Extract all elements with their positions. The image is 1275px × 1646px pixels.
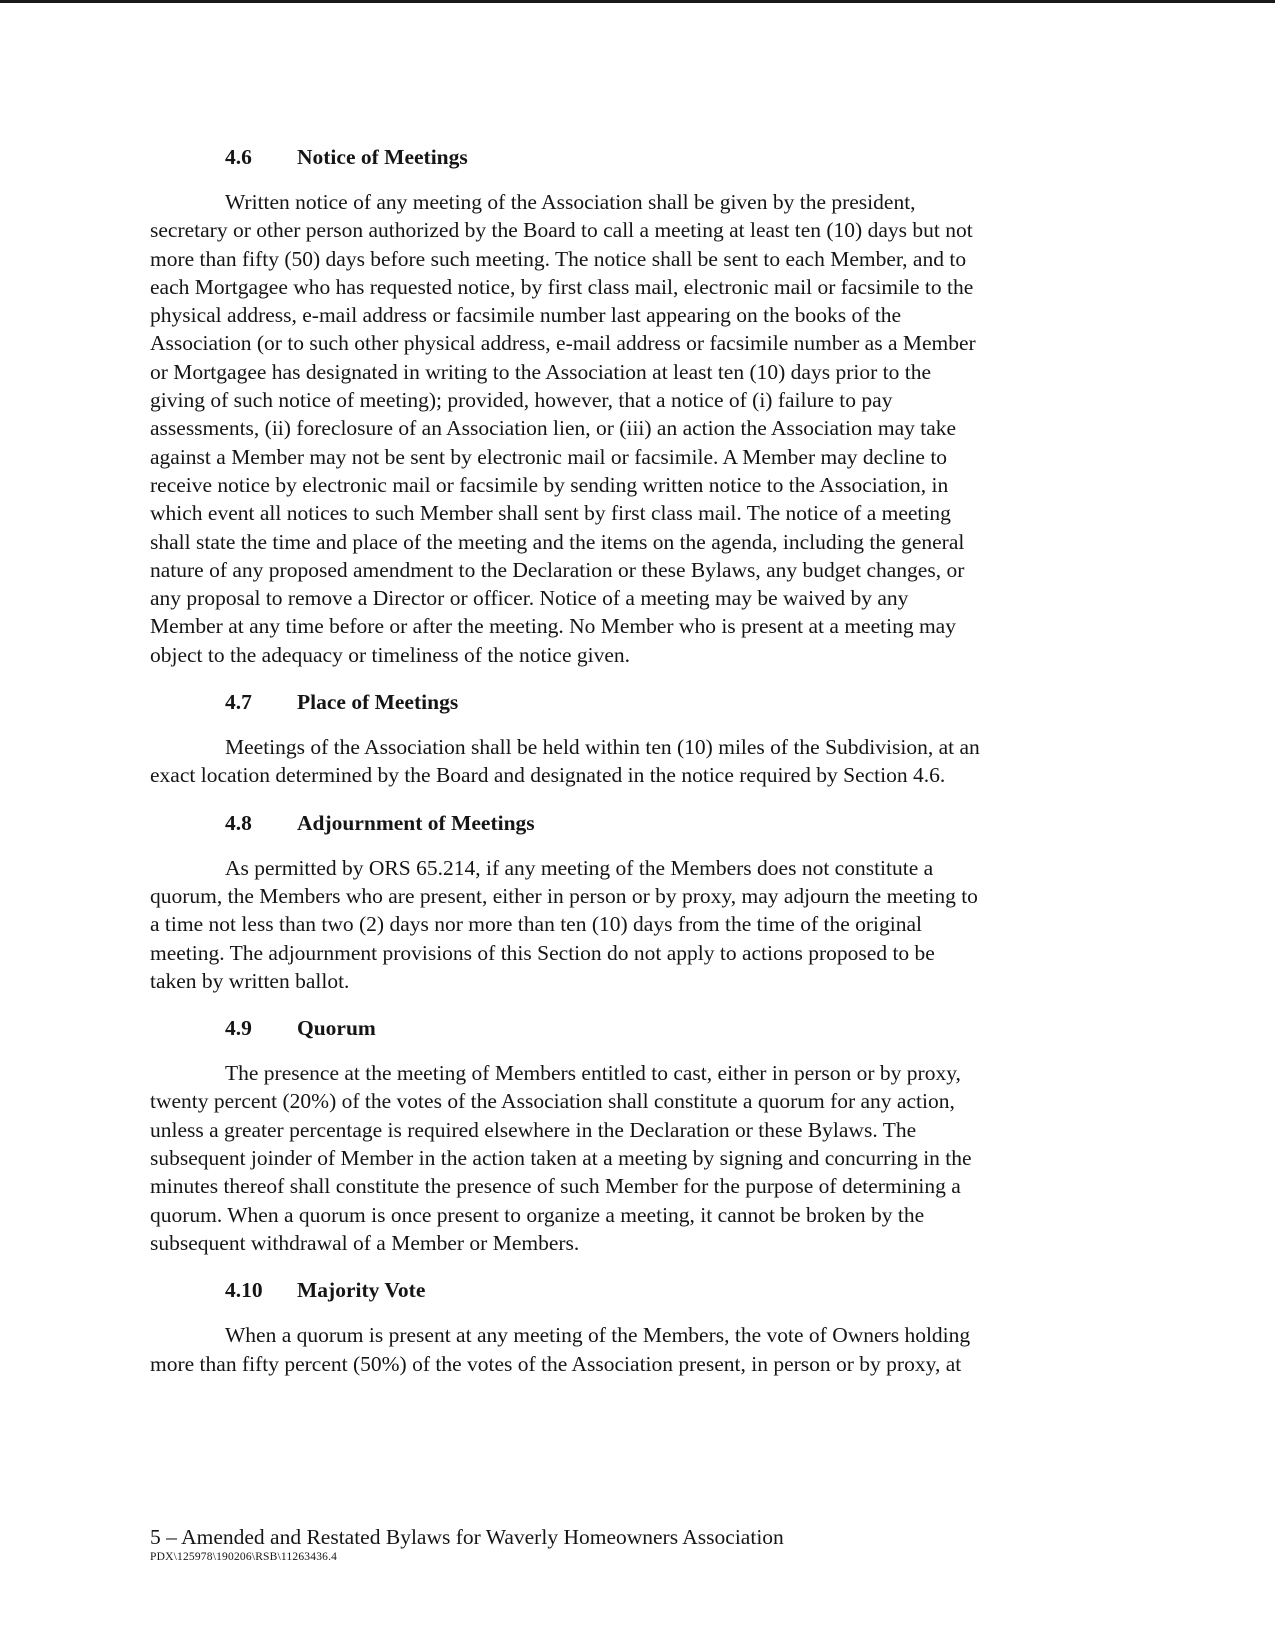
paragraph-line: quorum, the Members who are present, either in person or by proxy, may adjourn the meeting to xyxy=(150,883,978,908)
paragraph-line: any proposal to remove a Director or officer. Notice of a meeting may be waived by any xyxy=(150,586,909,611)
paragraph-line: exact location determined by the Board and designated in the notice required by Section 4.6. xyxy=(150,763,946,788)
paragraph-line: Association (or to such other physical address, e-mail address or facsimile number as a Member xyxy=(150,331,976,356)
paragraph-line: The presence at the meeting of Members entitled to cast, either in person or by proxy, xyxy=(225,1061,961,1086)
section-number: 4.7 xyxy=(225,690,252,715)
paragraph-line: physical address, e-mail address or facsimile number last appearing on the books of the xyxy=(150,303,902,328)
section-paragraph xyxy=(150,1321,1120,1378)
paragraph-line: object to the adequacy or timeliness of the notice given. xyxy=(150,642,631,667)
section-paragraph xyxy=(150,854,1120,995)
paragraph-line: more than fifty percent (50%) of the votes of the Association present, in person or by proxy, at xyxy=(150,1351,962,1376)
section-title: Quorum xyxy=(297,1016,376,1041)
paragraph-line: subsequent withdrawal of a Member or Members. xyxy=(150,1230,580,1255)
section-4-8 xyxy=(150,808,1120,995)
section-title: Notice of Meetings xyxy=(297,145,468,169)
paragraph-line: secretary or other person authorized by the Board to call a meeting at least ten (10) days but not xyxy=(150,218,973,243)
section-heading xyxy=(225,687,1120,717)
paragraph-line: giving of such notice of meeting); provided, however, that a notice of (i) failure to pay xyxy=(150,388,893,413)
paragraph-line: quorum. When a quorum is once present to organize a meeting, it cannot be broken by the xyxy=(150,1202,925,1227)
section-paragraph xyxy=(150,188,1120,669)
section-4-6 xyxy=(150,142,1120,669)
section-4-9 xyxy=(150,1013,1120,1257)
paragraph-line: twenty percent (20%) of the votes of the Association shall constitute a quorum for any action, xyxy=(150,1089,955,1114)
document-page xyxy=(150,142,1120,1396)
paragraph-line: which event all notices to such Member shall sent by first class mail. The notice of a meeting xyxy=(150,501,951,526)
page-footer xyxy=(150,1524,784,1564)
section-heading xyxy=(225,1275,1120,1305)
paragraph-line: nature of any proposed amendment to the Declaration or these Bylaws, any budget changes, or xyxy=(150,557,965,582)
section-title: Adjournment of Meetings xyxy=(297,810,535,835)
paragraph-line: When a quorum is present at any meeting of the Members, the vote of Owners holding xyxy=(225,1323,971,1348)
paragraph-line: or Mortgagee has designated in writing to the Association at least ten (10) days prior to the xyxy=(150,359,931,384)
section-4-10 xyxy=(150,1275,1120,1378)
section-number: 4.6 xyxy=(225,145,252,169)
paragraph-line: each Mortgagee who has requested notice, by first class mail, electronic mail or facsimile to the xyxy=(150,274,974,299)
page-top-border xyxy=(0,0,1275,3)
section-number: 4.10 xyxy=(225,1278,263,1303)
section-heading xyxy=(225,1013,1120,1043)
section-heading xyxy=(225,142,1120,172)
paragraph-line: meeting. The adjournment provisions of this Section do not apply to actions proposed to be xyxy=(150,940,935,965)
paragraph-line: against a Member may not be sent by electronic mail or facsimile. A Member may decline to xyxy=(150,444,948,469)
paragraph-line: minutes thereof shall constitute the presence of such Member for the purpose of determining a xyxy=(150,1174,961,1199)
paragraph-line: unless a greater percentage is required elsewhere in the Declaration or these Bylaws. The xyxy=(150,1117,917,1142)
section-paragraph xyxy=(150,733,1120,790)
section-4-7 xyxy=(150,687,1120,790)
footer-title: 5 – Amended and Restated Bylaws for Waverly Homeowners Association xyxy=(150,1525,784,1549)
paragraph-line: subsequent joinder of Member in the action taken at a meeting by signing and concurring in the xyxy=(150,1146,972,1171)
section-paragraph xyxy=(150,1059,1120,1257)
paragraph-line: taken by written ballot. xyxy=(150,968,350,993)
section-number: 4.8 xyxy=(225,810,252,835)
paragraph-line: Written notice of any meeting of the Association shall be given by the president, xyxy=(225,190,916,214)
section-title: Majority Vote xyxy=(297,1278,426,1303)
paragraph-line: Meetings of the Association shall be held within ten (10) miles of the Subdivision, at an xyxy=(225,735,980,760)
section-heading xyxy=(225,808,1120,838)
paragraph-line: more than fifty (50) days before such meeting. The notice shall be sent to each Member, and to xyxy=(150,246,967,271)
paragraph-line: shall state the time and place of the meeting and the items on the agenda, including the general xyxy=(150,529,965,554)
paragraph-line: assessments, (ii) foreclosure of an Association lien, or (iii) an action the Association may take xyxy=(150,416,957,441)
paragraph-line: As permitted by ORS 65.214, if any meeting of the Members does not constitute a xyxy=(225,855,934,880)
section-title: Place of Meetings xyxy=(297,690,459,715)
document-code: PDX\125978\190206\RSB\11263436.4 xyxy=(150,1551,338,1563)
paragraph-line: a time not less than two (2) days nor more than ten (10) days from the time of the original xyxy=(150,912,923,937)
section-number: 4.9 xyxy=(225,1016,252,1041)
paragraph-line: Member at any time before or after the meeting. No Member who is present at a meeting may xyxy=(150,614,956,639)
paragraph-line: receive notice by electronic mail or facsimile by sending written notice to the Association, in xyxy=(150,472,949,497)
